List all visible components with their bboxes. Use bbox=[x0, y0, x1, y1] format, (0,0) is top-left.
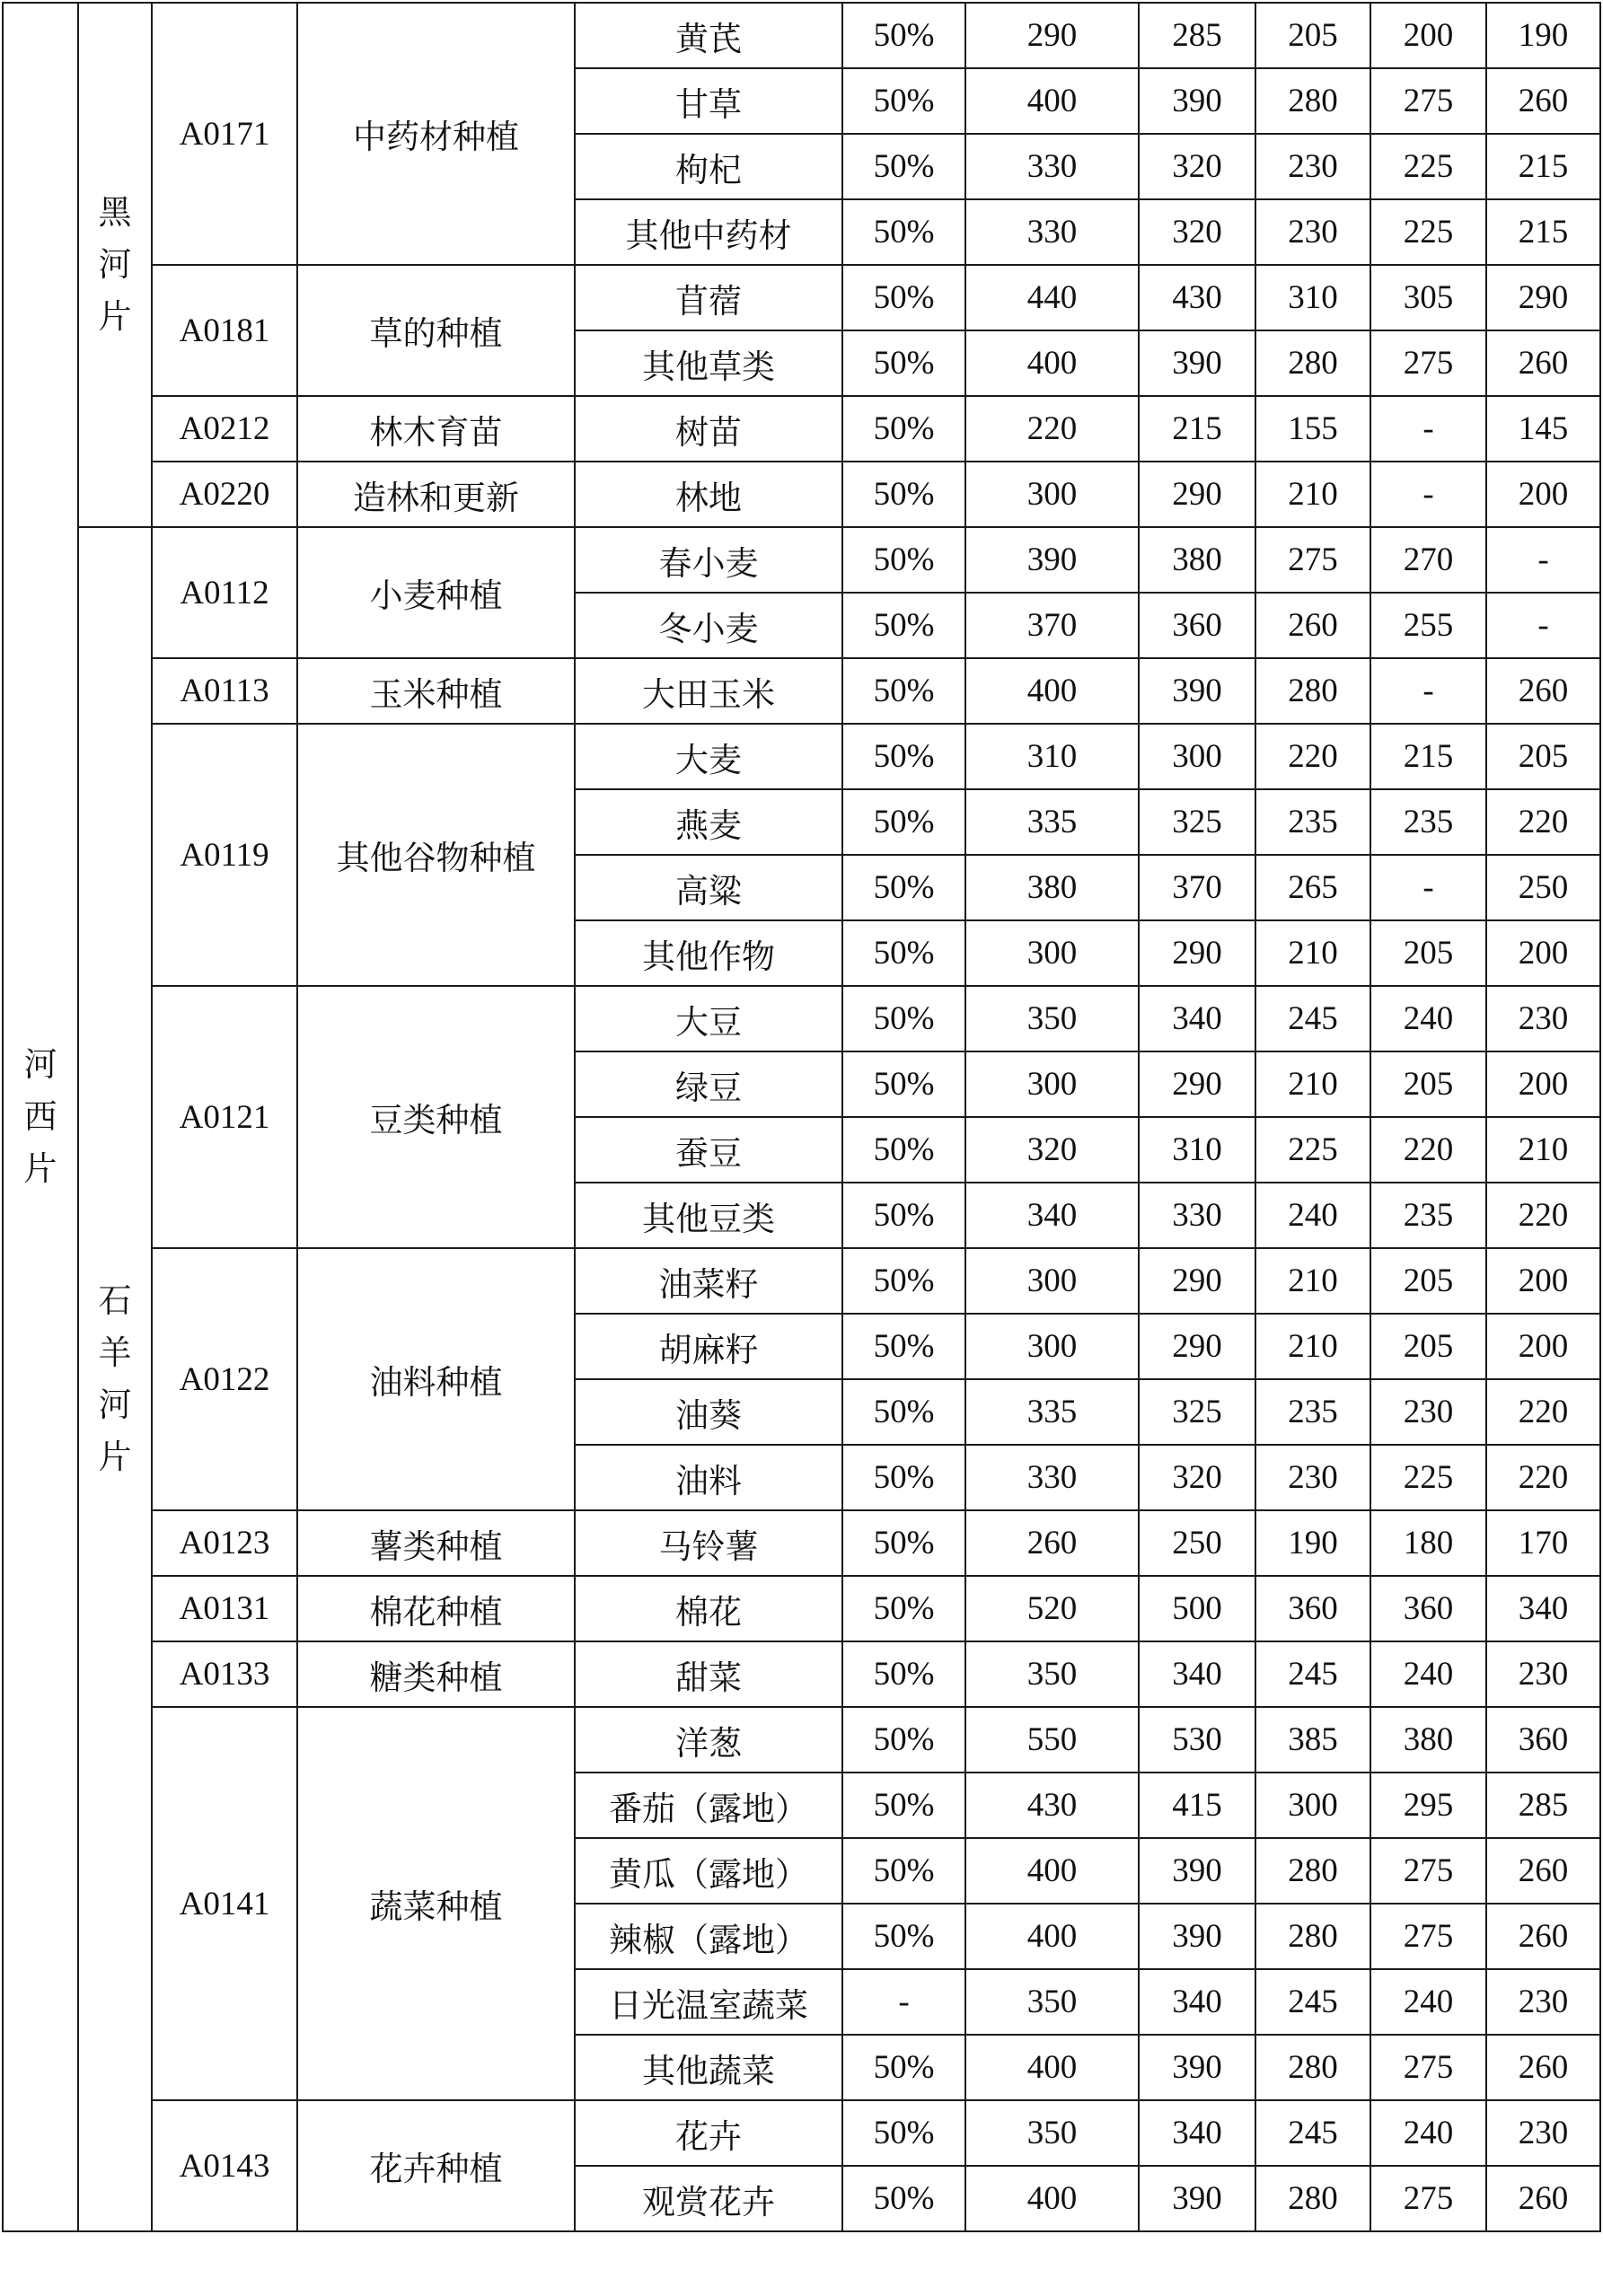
crop-cell: 蚕豆 bbox=[575, 1117, 842, 1183]
value-cell: 325 bbox=[1139, 789, 1255, 855]
value-cell: 235 bbox=[1255, 789, 1370, 855]
crop-cell: 树苗 bbox=[575, 396, 842, 462]
value-cell: 430 bbox=[965, 1773, 1139, 1838]
vertical-char: 河 bbox=[98, 1386, 132, 1424]
code-cell: A0171 bbox=[152, 3, 297, 265]
value-cell: 170 bbox=[1486, 1510, 1600, 1576]
ratio-cell: 50% bbox=[842, 396, 965, 462]
crop-cell: 棉花 bbox=[575, 1576, 842, 1641]
value-cell: 275 bbox=[1370, 2035, 1486, 2100]
code-cell: A0121 bbox=[152, 986, 297, 1248]
value-cell: 370 bbox=[965, 593, 1139, 658]
ratio-cell: 50% bbox=[842, 724, 965, 789]
ratio-cell: 50% bbox=[842, 2035, 965, 2100]
crop-cell: 黄瓜（露地） bbox=[575, 1838, 842, 1904]
value-cell: 205 bbox=[1255, 3, 1370, 68]
crop-cell: 苜蓿 bbox=[575, 265, 842, 330]
crop-cell: 观赏花卉 bbox=[575, 2166, 842, 2231]
code-cell: A0141 bbox=[152, 1707, 297, 2100]
table-row bbox=[3, 265, 1600, 330]
value-cell: 275 bbox=[1370, 68, 1486, 134]
value-cell: 205 bbox=[1486, 724, 1600, 789]
value-cell: 340 bbox=[1139, 1969, 1255, 2035]
value-cell: 205 bbox=[1370, 1051, 1486, 1117]
table-row bbox=[3, 1576, 1600, 1641]
value-cell: 290 bbox=[1486, 265, 1600, 330]
value-cell: 290 bbox=[1139, 1248, 1255, 1314]
table-row bbox=[3, 527, 1600, 593]
value-cell: 285 bbox=[1486, 1773, 1600, 1838]
value-cell: 300 bbox=[1255, 1773, 1370, 1838]
value-cell: 300 bbox=[965, 1051, 1139, 1117]
ratio-cell: 50% bbox=[842, 199, 965, 265]
value-cell: 245 bbox=[1255, 2100, 1370, 2166]
value-cell: 330 bbox=[1139, 1183, 1255, 1248]
value-cell: 200 bbox=[1486, 1248, 1600, 1314]
category-cell: 玉米种植 bbox=[297, 658, 575, 724]
value-cell: 350 bbox=[965, 2100, 1139, 2166]
value-cell: 225 bbox=[1370, 134, 1486, 199]
value-cell: 200 bbox=[1486, 920, 1600, 986]
value-cell: 205 bbox=[1370, 1314, 1486, 1379]
value-cell: - bbox=[1486, 527, 1600, 593]
code-cell: A0131 bbox=[152, 1576, 297, 1641]
category-cell: 棉花种植 bbox=[297, 1576, 575, 1641]
value-cell: 380 bbox=[1370, 1707, 1486, 1773]
value-cell: 430 bbox=[1139, 265, 1255, 330]
value-cell: 230 bbox=[1486, 1969, 1600, 2035]
code-cell: A0113 bbox=[152, 658, 297, 724]
table-row bbox=[3, 396, 1600, 462]
value-cell: 240 bbox=[1370, 1969, 1486, 2035]
value-cell: 180 bbox=[1370, 1510, 1486, 1576]
value-cell: 320 bbox=[1139, 1445, 1255, 1510]
value-cell: 305 bbox=[1370, 265, 1486, 330]
value-cell: 390 bbox=[1139, 2035, 1255, 2100]
ratio-cell: 50% bbox=[842, 986, 965, 1051]
value-cell: 245 bbox=[1255, 1969, 1370, 2035]
value-cell: 230 bbox=[1255, 1445, 1370, 1510]
category-cell: 豆类种植 bbox=[297, 986, 575, 1248]
ratio-cell: 50% bbox=[842, 1707, 965, 1773]
value-cell: 210 bbox=[1255, 920, 1370, 986]
code-cell: A0123 bbox=[152, 1510, 297, 1576]
value-cell: 300 bbox=[965, 920, 1139, 986]
value-cell: 275 bbox=[1370, 1838, 1486, 1904]
value-cell: 240 bbox=[1370, 986, 1486, 1051]
ratio-cell: 50% bbox=[842, 1445, 965, 1510]
ratio-cell: 50% bbox=[842, 1314, 965, 1379]
category-cell: 草的种植 bbox=[297, 265, 575, 396]
value-cell: 550 bbox=[965, 1707, 1139, 1773]
value-cell: - bbox=[1370, 855, 1486, 920]
ratio-cell: 50% bbox=[842, 134, 965, 199]
table-row bbox=[3, 986, 1600, 1051]
value-cell: 360 bbox=[1370, 1576, 1486, 1641]
value-cell: 260 bbox=[965, 1510, 1139, 1576]
code-cell: A0112 bbox=[152, 527, 297, 658]
value-cell: - bbox=[1370, 396, 1486, 462]
value-cell: 390 bbox=[1139, 658, 1255, 724]
value-cell: 265 bbox=[1255, 855, 1370, 920]
crop-cell: 黄芪 bbox=[575, 3, 842, 68]
value-cell: 225 bbox=[1370, 199, 1486, 265]
value-cell: 240 bbox=[1255, 1183, 1370, 1248]
table-row bbox=[3, 1510, 1600, 1576]
crop-cell: 甜菜 bbox=[575, 1641, 842, 1707]
value-cell: 290 bbox=[1139, 462, 1255, 527]
value-cell: 220 bbox=[1370, 1117, 1486, 1183]
value-cell: 260 bbox=[1486, 330, 1600, 396]
category-cell: 造林和更新 bbox=[297, 462, 575, 527]
value-cell: 400 bbox=[965, 68, 1139, 134]
value-cell: 250 bbox=[1486, 855, 1600, 920]
ratio-cell: 50% bbox=[842, 593, 965, 658]
ratio-cell: 50% bbox=[842, 2166, 965, 2231]
value-cell: 280 bbox=[1255, 1904, 1370, 1969]
code-cell: A0122 bbox=[152, 1248, 297, 1510]
value-cell: 245 bbox=[1255, 1641, 1370, 1707]
value-cell: 260 bbox=[1255, 593, 1370, 658]
value-cell: 310 bbox=[1139, 1117, 1255, 1183]
value-cell: 400 bbox=[965, 330, 1139, 396]
value-cell: 260 bbox=[1486, 2166, 1600, 2231]
value-cell: 205 bbox=[1370, 1248, 1486, 1314]
value-cell: 220 bbox=[1255, 724, 1370, 789]
ratio-cell: - bbox=[842, 1969, 965, 2035]
category-cell: 小麦种植 bbox=[297, 527, 575, 658]
ratio-cell: 50% bbox=[842, 920, 965, 986]
value-cell: 330 bbox=[965, 1445, 1139, 1510]
crop-cell: 甘草 bbox=[575, 68, 842, 134]
crop-cell: 高粱 bbox=[575, 855, 842, 920]
price-table-sheet bbox=[2, 2, 1601, 2232]
value-cell: 220 bbox=[1486, 1445, 1600, 1510]
value-cell: 290 bbox=[1139, 1314, 1255, 1379]
crop-cell: 大麦 bbox=[575, 724, 842, 789]
vertical-char: 黑 bbox=[98, 193, 132, 232]
value-cell: 225 bbox=[1255, 1117, 1370, 1183]
vertical-char: 片 bbox=[98, 1438, 132, 1476]
crop-cell: 冬小麦 bbox=[575, 593, 842, 658]
vertical-char: 西 bbox=[23, 1097, 57, 1136]
value-cell: 230 bbox=[1370, 1379, 1486, 1445]
value-cell: 350 bbox=[965, 1969, 1139, 2035]
value-cell: 380 bbox=[965, 855, 1139, 920]
value-cell: 300 bbox=[1139, 724, 1255, 789]
value-cell: 215 bbox=[1486, 134, 1600, 199]
value-cell: 145 bbox=[1486, 396, 1600, 462]
table-row bbox=[3, 1707, 1600, 1773]
value-cell: 300 bbox=[965, 462, 1139, 527]
value-cell: 220 bbox=[1486, 1183, 1600, 1248]
value-cell: 240 bbox=[1370, 1641, 1486, 1707]
value-cell: 200 bbox=[1370, 3, 1486, 68]
category-cell: 中药材种植 bbox=[297, 3, 575, 265]
ratio-cell: 50% bbox=[842, 1904, 965, 1969]
value-cell: 440 bbox=[965, 265, 1139, 330]
ratio-cell: 50% bbox=[842, 789, 965, 855]
code-cell: A0119 bbox=[152, 724, 297, 986]
value-cell: 215 bbox=[1139, 396, 1255, 462]
ratio-cell: 50% bbox=[842, 527, 965, 593]
crop-cell: 其他作物 bbox=[575, 920, 842, 986]
value-cell: 390 bbox=[1139, 2166, 1255, 2231]
value-cell: 300 bbox=[965, 1248, 1139, 1314]
value-cell: 340 bbox=[1139, 1641, 1255, 1707]
value-cell: 400 bbox=[965, 1838, 1139, 1904]
code-cell: A0181 bbox=[152, 265, 297, 396]
value-cell: 280 bbox=[1255, 658, 1370, 724]
value-cell: 215 bbox=[1370, 724, 1486, 789]
value-cell: 360 bbox=[1255, 1576, 1370, 1641]
ratio-cell: 50% bbox=[842, 265, 965, 330]
ratio-cell: 50% bbox=[842, 1510, 965, 1576]
ratio-cell: 50% bbox=[842, 462, 965, 527]
value-cell: 220 bbox=[1486, 1379, 1600, 1445]
value-cell: 295 bbox=[1370, 1773, 1486, 1838]
ratio-cell: 50% bbox=[842, 1051, 965, 1117]
table-row bbox=[3, 1641, 1600, 1707]
ratio-cell: 50% bbox=[842, 1379, 965, 1445]
ratio-cell: 50% bbox=[842, 2100, 965, 2166]
crop-cell: 大豆 bbox=[575, 986, 842, 1051]
value-cell: 200 bbox=[1486, 1314, 1600, 1379]
vertical-char: 羊 bbox=[98, 1333, 132, 1372]
value-cell: 230 bbox=[1486, 986, 1600, 1051]
ratio-cell: 50% bbox=[842, 1183, 965, 1248]
category-cell: 薯类种植 bbox=[297, 1510, 575, 1576]
value-cell: 280 bbox=[1255, 2166, 1370, 2231]
value-cell: 390 bbox=[1139, 330, 1255, 396]
code-cell: A0220 bbox=[152, 462, 297, 527]
value-cell: 190 bbox=[1255, 1510, 1370, 1576]
crop-cell: 其他豆类 bbox=[575, 1183, 842, 1248]
value-cell: 260 bbox=[1486, 658, 1600, 724]
category-cell: 其他谷物种植 bbox=[297, 724, 575, 986]
ratio-cell: 50% bbox=[842, 1576, 965, 1641]
value-cell: 320 bbox=[965, 1117, 1139, 1183]
table-row bbox=[3, 2100, 1600, 2166]
crop-cell: 胡麻籽 bbox=[575, 1314, 842, 1379]
value-cell: 290 bbox=[965, 3, 1139, 68]
crop-cell: 番茄（露地） bbox=[575, 1773, 842, 1838]
ratio-cell: 50% bbox=[842, 855, 965, 920]
value-cell: 310 bbox=[1255, 265, 1370, 330]
crop-cell: 枸杞 bbox=[575, 134, 842, 199]
value-cell: - bbox=[1370, 658, 1486, 724]
crop-cell: 油葵 bbox=[575, 1379, 842, 1445]
value-cell: 220 bbox=[1486, 789, 1600, 855]
value-cell: 155 bbox=[1255, 396, 1370, 462]
value-cell: 210 bbox=[1255, 462, 1370, 527]
category-cell: 油料种植 bbox=[297, 1248, 575, 1510]
value-cell: 290 bbox=[1139, 920, 1255, 986]
zone-cell bbox=[78, 527, 152, 2231]
ratio-cell: 50% bbox=[842, 3, 965, 68]
value-cell: 350 bbox=[965, 1641, 1139, 1707]
crop-cell: 其他蔬菜 bbox=[575, 2035, 842, 2100]
value-cell: 340 bbox=[965, 1183, 1139, 1248]
table-row bbox=[3, 462, 1600, 527]
value-cell: 230 bbox=[1255, 134, 1370, 199]
value-cell: 390 bbox=[1139, 68, 1255, 134]
value-cell: 240 bbox=[1370, 2100, 1486, 2166]
value-cell: 235 bbox=[1370, 789, 1486, 855]
value-cell: 260 bbox=[1486, 1904, 1600, 1969]
value-cell: 245 bbox=[1255, 986, 1370, 1051]
value-cell: 340 bbox=[1139, 986, 1255, 1051]
value-cell: 320 bbox=[1139, 199, 1255, 265]
crop-cell: 大田玉米 bbox=[575, 658, 842, 724]
ratio-cell: 50% bbox=[842, 1117, 965, 1183]
vertical-char: 片 bbox=[98, 297, 132, 336]
vertical-char: 河 bbox=[98, 245, 132, 284]
code-cell: A0212 bbox=[152, 396, 297, 462]
value-cell: 230 bbox=[1486, 2100, 1600, 2166]
value-cell: 235 bbox=[1370, 1183, 1486, 1248]
value-cell: 270 bbox=[1370, 527, 1486, 593]
table-row bbox=[3, 724, 1600, 789]
crop-cell: 花卉 bbox=[575, 2100, 842, 2166]
crop-cell: 绿豆 bbox=[575, 1051, 842, 1117]
value-cell: 200 bbox=[1486, 462, 1600, 527]
value-cell: 350 bbox=[965, 986, 1139, 1051]
value-cell: 205 bbox=[1370, 920, 1486, 986]
crop-cell: 辣椒（露地） bbox=[575, 1904, 842, 1969]
value-cell: 280 bbox=[1255, 1838, 1370, 1904]
crop-cell: 马铃薯 bbox=[575, 1510, 842, 1576]
value-cell: 300 bbox=[965, 1314, 1139, 1379]
value-cell: 520 bbox=[965, 1576, 1139, 1641]
value-cell: 335 bbox=[965, 789, 1139, 855]
value-cell: 385 bbox=[1255, 1707, 1370, 1773]
value-cell: 260 bbox=[1486, 1838, 1600, 1904]
zone-cell bbox=[78, 3, 152, 527]
value-cell: 255 bbox=[1370, 593, 1486, 658]
value-cell: 260 bbox=[1486, 2035, 1600, 2100]
vertical-char: 河 bbox=[23, 1045, 57, 1084]
value-cell: 230 bbox=[1255, 199, 1370, 265]
crop-cell: 燕麦 bbox=[575, 789, 842, 855]
value-cell: 210 bbox=[1255, 1314, 1370, 1379]
value-cell: 415 bbox=[1139, 1773, 1255, 1838]
value-cell: 390 bbox=[1139, 1838, 1255, 1904]
ratio-cell: 50% bbox=[842, 658, 965, 724]
ratio-cell: 50% bbox=[842, 1773, 965, 1838]
table-body bbox=[3, 3, 1600, 2231]
value-cell: 400 bbox=[965, 2166, 1139, 2231]
value-cell: 325 bbox=[1139, 1379, 1255, 1445]
value-cell: 370 bbox=[1139, 855, 1255, 920]
code-cell: A0143 bbox=[152, 2100, 297, 2231]
table-row bbox=[3, 1248, 1600, 1314]
value-cell: 280 bbox=[1255, 68, 1370, 134]
crop-cell: 春小麦 bbox=[575, 527, 842, 593]
ratio-cell: 50% bbox=[842, 330, 965, 396]
value-cell: 400 bbox=[965, 1904, 1139, 1969]
value-cell: 360 bbox=[1139, 593, 1255, 658]
category-cell: 林木育苗 bbox=[297, 396, 575, 462]
value-cell: 275 bbox=[1370, 330, 1486, 396]
ratio-cell: 50% bbox=[842, 68, 965, 134]
value-cell: - bbox=[1370, 462, 1486, 527]
table-row bbox=[3, 658, 1600, 724]
value-cell: 390 bbox=[1139, 1904, 1255, 1969]
crop-cell: 林地 bbox=[575, 462, 842, 527]
table-row bbox=[3, 3, 1600, 68]
value-cell: 210 bbox=[1255, 1051, 1370, 1117]
value-cell: 340 bbox=[1486, 1576, 1600, 1641]
value-cell: 500 bbox=[1139, 1576, 1255, 1641]
value-cell: 380 bbox=[1139, 527, 1255, 593]
value-cell: 360 bbox=[1486, 1707, 1600, 1773]
ratio-cell: 50% bbox=[842, 1641, 965, 1707]
value-cell: 275 bbox=[1370, 2166, 1486, 2231]
value-cell: 200 bbox=[1486, 1051, 1600, 1117]
crop-cell: 日光温室蔬菜 bbox=[575, 1969, 842, 2035]
value-cell: 530 bbox=[1139, 1707, 1255, 1773]
ratio-cell: 50% bbox=[842, 1838, 965, 1904]
value-cell: 190 bbox=[1486, 3, 1600, 68]
value-cell: 250 bbox=[1139, 1510, 1255, 1576]
crop-cell: 油菜籽 bbox=[575, 1248, 842, 1314]
value-cell: 340 bbox=[1139, 2100, 1255, 2166]
category-cell: 糖类种植 bbox=[297, 1641, 575, 1707]
value-cell: 235 bbox=[1255, 1379, 1370, 1445]
value-cell: 225 bbox=[1370, 1445, 1486, 1510]
crop-cell: 洋葱 bbox=[575, 1707, 842, 1773]
value-cell: 290 bbox=[1139, 1051, 1255, 1117]
value-cell: 310 bbox=[965, 724, 1139, 789]
value-cell: 215 bbox=[1486, 199, 1600, 265]
value-cell: 390 bbox=[965, 527, 1139, 593]
crop-price-table bbox=[2, 2, 1601, 2232]
value-cell: 280 bbox=[1255, 330, 1370, 396]
value-cell: 330 bbox=[965, 134, 1139, 199]
vertical-char: 石 bbox=[98, 1281, 132, 1320]
value-cell: 400 bbox=[965, 658, 1139, 724]
value-cell: 275 bbox=[1370, 1904, 1486, 1969]
category-cell: 花卉种植 bbox=[297, 2100, 575, 2231]
crop-cell: 其他中药材 bbox=[575, 199, 842, 265]
code-cell: A0133 bbox=[152, 1641, 297, 1707]
ratio-cell: 50% bbox=[842, 1248, 965, 1314]
value-cell: 210 bbox=[1255, 1248, 1370, 1314]
value-cell: 230 bbox=[1486, 1641, 1600, 1707]
value-cell: 285 bbox=[1139, 3, 1255, 68]
value-cell: - bbox=[1486, 593, 1600, 658]
value-cell: 275 bbox=[1255, 527, 1370, 593]
value-cell: 220 bbox=[965, 396, 1139, 462]
category-cell: 蔬菜种植 bbox=[297, 1707, 575, 2100]
value-cell: 260 bbox=[1486, 68, 1600, 134]
value-cell: 280 bbox=[1255, 2035, 1370, 2100]
crop-cell: 其他草类 bbox=[575, 330, 842, 396]
value-cell: 330 bbox=[965, 199, 1139, 265]
value-cell: 335 bbox=[965, 1379, 1139, 1445]
vertical-char: 片 bbox=[23, 1149, 57, 1188]
value-cell: 210 bbox=[1486, 1117, 1600, 1183]
crop-cell: 油料 bbox=[575, 1445, 842, 1510]
value-cell: 400 bbox=[965, 2035, 1139, 2100]
value-cell: 320 bbox=[1139, 134, 1255, 199]
region-cell bbox=[3, 3, 78, 2231]
